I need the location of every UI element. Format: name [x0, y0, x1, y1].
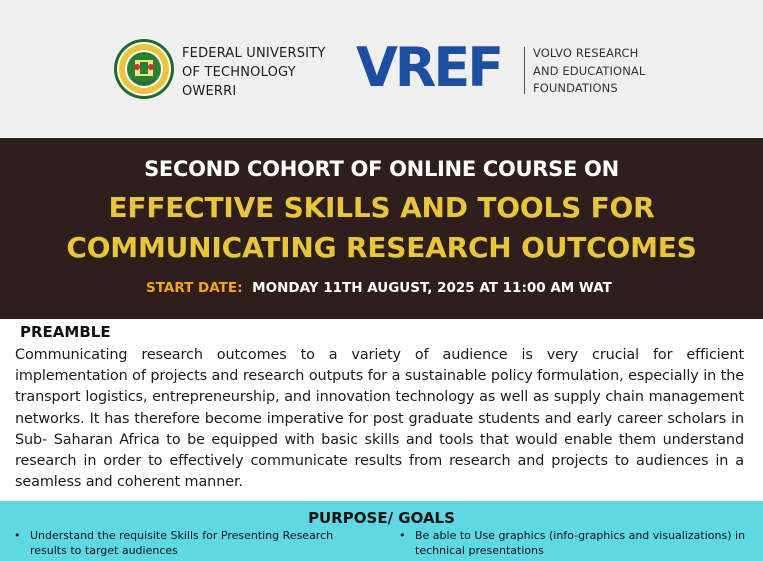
goal-item	[14, 528, 370, 558]
logo-divider	[524, 47, 525, 94]
university-seal-icon	[113, 38, 175, 100]
course-subtitle: SECOND COHORT OF ONLINE COURSE ON	[144, 157, 619, 181]
vref-logo: VREF	[356, 36, 502, 99]
goal-text: Be able to Use graphics (info-graphics and visualizations) in technical presentations	[415, 529, 746, 557]
goals-title: PURPOSE/ GOALS	[308, 509, 455, 527]
bullet-icon: •	[399, 529, 406, 542]
bullet-icon: •	[14, 529, 21, 542]
university-name-line: OF TECHNOLOGY	[182, 65, 296, 80]
preamble-heading: PREAMBLE	[20, 323, 111, 341]
university-name-line: FEDERAL UNIVERSITY	[182, 46, 326, 61]
start-date-value: MONDAY 11TH AUGUST, 2025 AT 11:00 AM WAT	[252, 280, 612, 296]
course-title-line-1: EFFECTIVE SKILLS AND TOOLS FOR	[108, 191, 655, 224]
university-name-line: OWERRI	[182, 84, 237, 99]
partner-name-line: FOUNDATIONS	[533, 81, 618, 95]
header	[0, 0, 763, 137]
start-date-label: START DATE:	[146, 280, 243, 296]
course-title-line-2: COMMUNICATING RESEARCH OUTCOMES	[66, 231, 697, 264]
start-date	[146, 280, 612, 296]
goal-item	[399, 528, 755, 558]
university-name	[182, 44, 325, 101]
partner-name-line: VOLVO RESEARCH	[533, 46, 639, 60]
partner-name	[533, 45, 645, 98]
partner-name-line: AND EDUCATIONAL	[533, 63, 646, 78]
preamble-body: Communicating research outcomes to a variety of audience is very crucial for efficient implementation of projects and research outputs for a sustainable policy formulation, especially in the transport logistics, entrepreneurship, and innovation technology as well as supply chain management networks. It has therefore become imperative for post graduate students and early career scholars in Sub- Saharan Africa to be equipped with basic skills and tools that would enable them understand research in order to effectively communicate results from research and projects to audiences in a seamless and coherent manner.	[15, 347, 744, 491]
goal-text: Understand the requisite Skills for Presenting Research results to target audiences	[30, 529, 334, 557]
